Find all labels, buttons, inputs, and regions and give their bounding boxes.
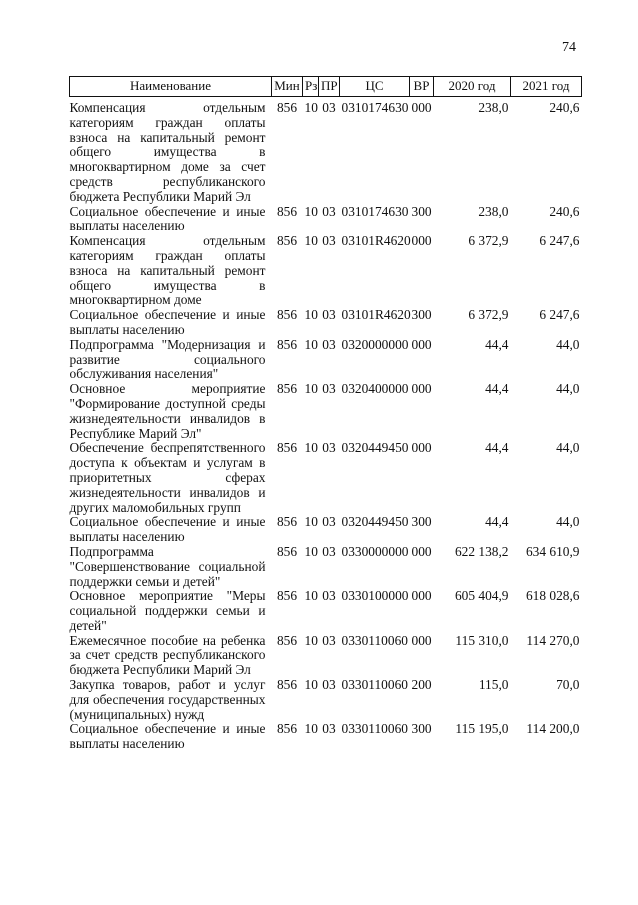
row-2021: 6 247,6 bbox=[539, 233, 580, 249]
row-vr: 300 bbox=[411, 307, 432, 323]
row-vr: 000 bbox=[411, 632, 432, 648]
header-rz: Рз bbox=[303, 77, 319, 97]
row-2020: 115 195,0 bbox=[455, 721, 509, 737]
row-pr: 03 bbox=[322, 543, 336, 559]
row-2020: 605 404,9 bbox=[454, 588, 509, 604]
row-min: 856 bbox=[276, 721, 298, 737]
row-cs: 03101R4620 bbox=[341, 307, 411, 323]
header-name: Наименование bbox=[70, 77, 272, 97]
row-cs: 0330100000 bbox=[341, 588, 409, 604]
row-2021: 240,6 bbox=[549, 203, 580, 219]
row-rz: 10 bbox=[304, 514, 318, 530]
row-name: Основное мероприятие "Формирование доступной среды жизнедеятельности инвалидов в Республике Марий Эл" bbox=[69, 381, 266, 441]
row-rz: 10 bbox=[304, 100, 318, 115]
row-2020: 238,0 bbox=[478, 203, 509, 219]
table-row bbox=[70, 234, 582, 308]
row-pr: 03 bbox=[322, 336, 336, 352]
row-rz: 10 bbox=[304, 233, 318, 249]
row-vr: 000 bbox=[411, 381, 432, 397]
row-pr: 03 bbox=[322, 677, 336, 693]
row-name: Основное мероприятие "Меры социальной поддержки семьи и детей" bbox=[69, 588, 266, 633]
row-2021: 44,0 bbox=[556, 381, 580, 397]
row-rz: 10 bbox=[304, 543, 318, 559]
row-min: 856 bbox=[276, 336, 298, 352]
row-min: 856 bbox=[276, 543, 298, 559]
row-2021: 114 200,0 bbox=[526, 721, 580, 737]
row-vr: 000 bbox=[411, 336, 432, 352]
row-name: Социальное обеспечение и иные выплаты населению bbox=[69, 203, 266, 234]
row-rz: 10 bbox=[304, 677, 318, 693]
table-row bbox=[70, 382, 582, 441]
row-2020: 238,0 bbox=[478, 100, 509, 115]
header-cs: ЦС bbox=[340, 77, 410, 97]
row-name: Социальное обеспечение и иные выплаты населению bbox=[69, 307, 266, 337]
header-pr: ПР bbox=[319, 77, 340, 97]
row-pr: 03 bbox=[322, 588, 336, 604]
row-min: 856 bbox=[276, 381, 298, 397]
row-name: Компенсация отдельным категориям граждан оплаты взноса на капитальный ремонт общего имущества в многоквартирном доме bbox=[69, 233, 266, 308]
row-cs: 0320449450 bbox=[341, 514, 409, 530]
row-vr: 000 bbox=[411, 588, 432, 604]
header-min: Мин bbox=[272, 77, 303, 97]
row-vr: 000 bbox=[411, 233, 432, 249]
row-cs: 03101R4620 bbox=[341, 233, 411, 249]
row-cs: 0330110060 bbox=[341, 632, 408, 648]
table-row bbox=[70, 97, 582, 205]
header-2020: 2020 год bbox=[434, 77, 511, 97]
row-vr: 000 bbox=[411, 100, 432, 115]
row-min: 856 bbox=[276, 632, 298, 648]
row-pr: 03 bbox=[322, 721, 336, 737]
table-row bbox=[70, 589, 582, 633]
row-name: Социальное обеспечение и иные выплаты населению bbox=[69, 721, 266, 752]
row-cs: 0330110060 bbox=[341, 677, 408, 693]
row-2021: 44,0 bbox=[556, 514, 580, 530]
row-min: 856 bbox=[276, 677, 298, 693]
header-vr: ВР bbox=[410, 77, 434, 97]
row-2021: 70,0 bbox=[556, 677, 580, 693]
row-min: 856 bbox=[276, 233, 298, 249]
row-2020: 44,4 bbox=[485, 440, 509, 456]
row-2021: 6 247,6 bbox=[539, 307, 580, 323]
row-2021: 44,0 bbox=[556, 336, 580, 352]
row-2021: 618 028,6 bbox=[525, 588, 580, 604]
row-min: 856 bbox=[276, 100, 298, 115]
row-2021: 44,0 bbox=[556, 440, 580, 456]
row-vr: 200 bbox=[411, 677, 432, 693]
row-vr: 000 bbox=[411, 440, 432, 456]
row-name: Подпрограмма "Совершенствование социальной поддержки семьи и детей" bbox=[69, 543, 266, 589]
row-cs: 0310174630 bbox=[341, 203, 409, 219]
row-pr: 03 bbox=[322, 514, 336, 530]
table-row bbox=[70, 634, 582, 678]
row-2020: 6 372,9 bbox=[468, 233, 509, 249]
row-min: 856 bbox=[276, 203, 298, 219]
row-2020: 115 310,0 bbox=[455, 632, 509, 648]
row-pr: 03 bbox=[322, 632, 336, 648]
row-rz: 10 bbox=[304, 381, 318, 397]
row-cs: 0310174630 bbox=[341, 100, 409, 115]
row-name: Закупка товаров, работ и услуг для обеспечения государственных (муниципальных) нужд bbox=[69, 677, 266, 722]
row-rz: 10 bbox=[304, 336, 318, 352]
row-2020: 622 138,2 bbox=[454, 543, 509, 559]
row-2020: 44,4 bbox=[485, 336, 509, 352]
row-rz: 10 bbox=[304, 307, 318, 323]
row-2020: 44,4 bbox=[485, 514, 509, 530]
row-cs: 0320449450 bbox=[341, 440, 409, 456]
row-rz: 10 bbox=[304, 632, 318, 648]
row-cs: 0320000000 bbox=[341, 336, 409, 352]
table-row bbox=[70, 308, 582, 338]
table-row bbox=[70, 722, 582, 752]
row-2021: 240,6 bbox=[549, 100, 580, 115]
row-vr: 000 bbox=[411, 543, 432, 559]
row-pr: 03 bbox=[322, 440, 336, 456]
row-vr: 300 bbox=[411, 721, 432, 737]
row-min: 856 bbox=[276, 307, 298, 323]
table-row bbox=[70, 545, 582, 589]
row-2020: 115,0 bbox=[478, 677, 509, 693]
row-name: Обеспечение беспрепятственного доступа к объектам и услугам в приоритетных сферах жизнедеятельности инвалидов и других маломобильных групп bbox=[69, 440, 266, 515]
row-pr: 03 bbox=[322, 307, 336, 323]
table-row bbox=[70, 678, 582, 722]
page-number: 74 bbox=[562, 40, 576, 55]
row-name: Подпрограмма "Модернизация и развитие социального обслуживания населения" bbox=[69, 336, 266, 382]
row-name: Компенсация отдельным категориям граждан оплаты взноса на капитальный ремонт общего имущества в многоквартирном доме за счет средств республиканского бюджета Республики Марий Эл bbox=[69, 100, 266, 204]
row-pr: 03 bbox=[322, 381, 336, 397]
row-cs: 0330110060 bbox=[341, 721, 408, 737]
table-row bbox=[70, 515, 582, 545]
row-rz: 10 bbox=[304, 440, 318, 456]
row-vr: 300 bbox=[411, 514, 432, 530]
table-row bbox=[70, 205, 582, 235]
row-rz: 10 bbox=[304, 721, 318, 737]
row-name: Ежемесячное пособие на ребенка за счет средств республиканского бюджета Республики Марий Эл bbox=[69, 632, 266, 678]
row-pr: 03 bbox=[322, 203, 336, 219]
row-rz: 10 bbox=[304, 203, 318, 219]
row-name: Социальное обеспечение и иные выплаты населению bbox=[69, 514, 266, 545]
row-2021: 634 610,9 bbox=[525, 543, 580, 559]
budget-table bbox=[69, 76, 582, 752]
table-header-row bbox=[70, 77, 582, 97]
row-rz: 10 bbox=[304, 588, 318, 604]
row-vr: 300 bbox=[411, 203, 432, 219]
row-min: 856 bbox=[276, 588, 298, 604]
row-cs: 0320400000 bbox=[341, 381, 409, 397]
row-pr: 03 bbox=[322, 233, 336, 249]
row-2020: 6 372,9 bbox=[468, 307, 509, 323]
header-2021: 2021 год bbox=[511, 77, 582, 97]
table-row bbox=[70, 441, 582, 515]
row-min: 856 bbox=[276, 440, 298, 456]
row-min: 856 bbox=[276, 514, 298, 530]
row-2020: 44,4 bbox=[485, 381, 509, 397]
row-cs: 0330000000 bbox=[341, 543, 409, 559]
row-2021: 114 270,0 bbox=[526, 632, 580, 648]
row-pr: 03 bbox=[322, 100, 336, 115]
table-row bbox=[70, 338, 582, 382]
